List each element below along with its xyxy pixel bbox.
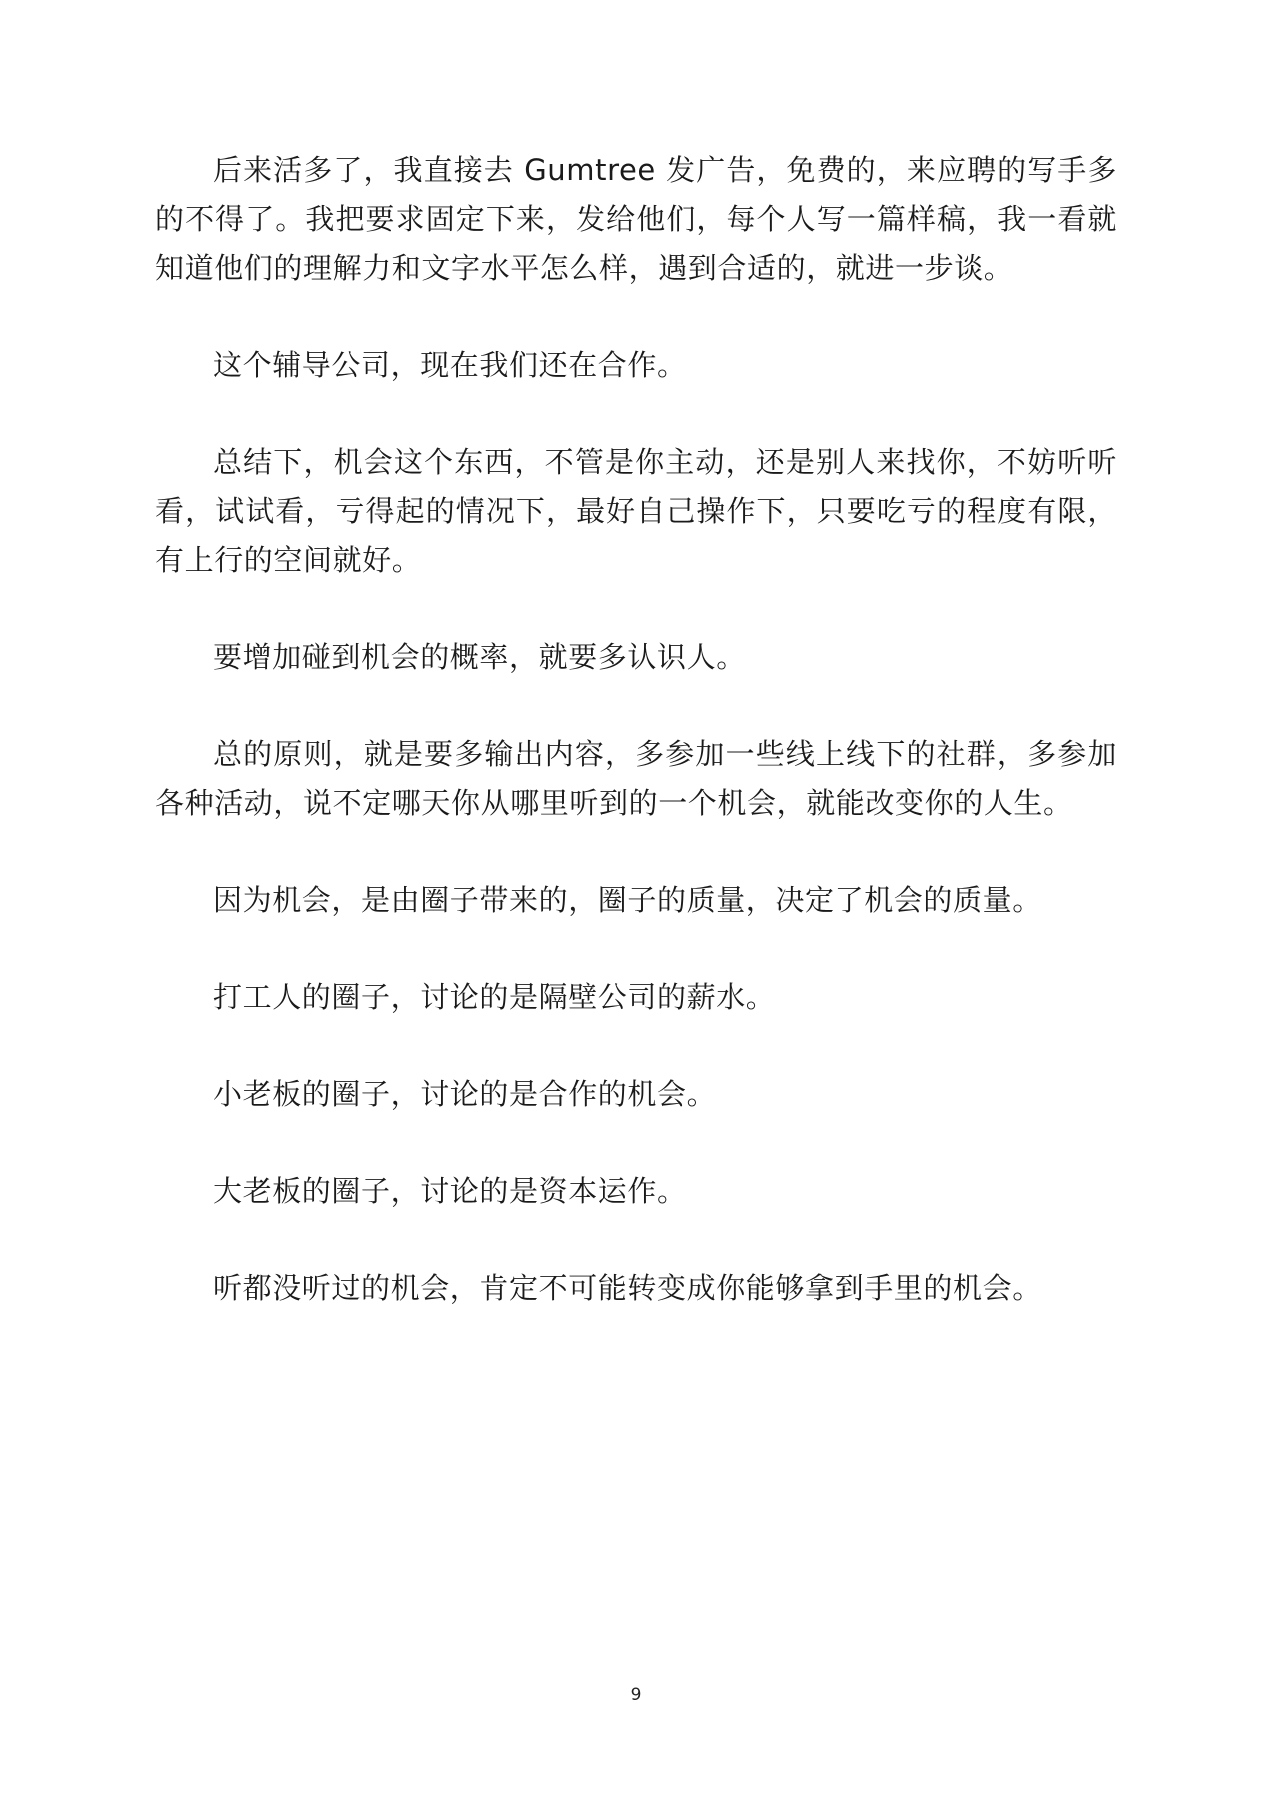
paragraph: 打工人的圈子，讨论的是隔壁公司的薪水。	[213, 980, 776, 1014]
paragraph: 听都没听过的机会，肯定不可能转变成你能够拿到手里的机会。	[213, 1271, 1042, 1305]
body-text	[155, 146, 1117, 1361]
paragraph: 小老板的圈子，讨论的是合作的机会。	[213, 1077, 717, 1111]
paragraph: 后来活多了，我直接去 Gumtree 发广告，免费的，来应聘的写手多的不得了。我把要求固定下来，发给他们，每个人写一篇样稿，我一看就知道他们的理解力和文字水平怎么样，遇到合适的，就进一步谈。	[155, 153, 1117, 285]
paragraph: 要增加碰到机会的概率，就要多认识人。	[213, 640, 746, 674]
paragraph: 总的原则，就是要多输出内容，多参加一些线上线下的社群，多参加各种活动，说不定哪天你从哪里听到的一个机会，就能改变你的人生。	[155, 737, 1117, 820]
page-number: 9	[630, 1685, 642, 1705]
paragraph: 总结下，机会这个东西，不管是你主动，还是别人来找你，不妨听听看，试试看，亏得起的情况下，最好自己操作下，只要吃亏的程度有限，有上行的空间就好。	[155, 445, 1117, 577]
paragraph: 大老板的圈子，讨论的是资本运作。	[213, 1174, 687, 1208]
paragraph: 这个辅导公司，现在我们还在合作。	[213, 348, 687, 382]
paragraph: 因为机会，是由圈子带来的，圈子的质量，决定了机会的质量。	[213, 883, 1042, 917]
